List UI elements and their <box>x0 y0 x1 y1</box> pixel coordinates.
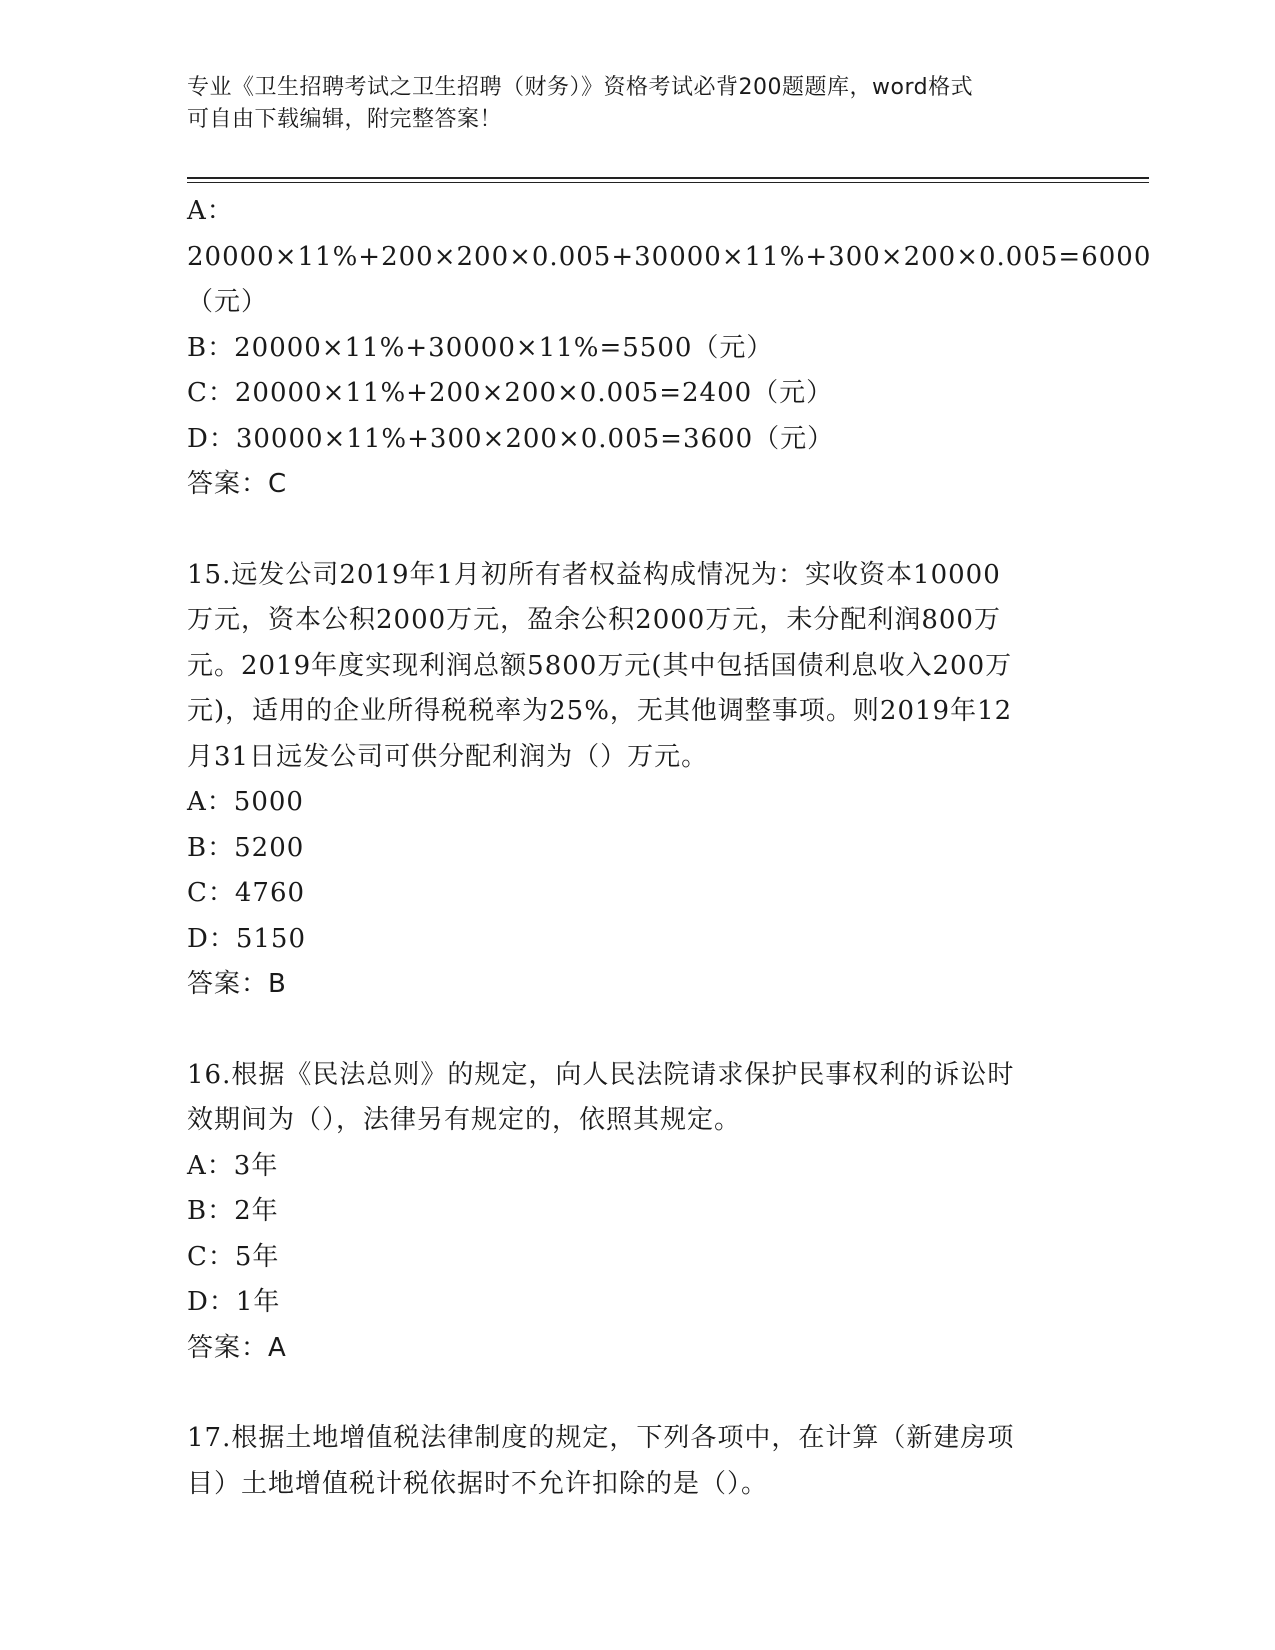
question-stem-line: 万元，资本公积2000万元，盈余公积2000万元，未分配利润800万 <box>187 605 1001 635</box>
option-a-line-1: A：20000×11%+200×200×0.005+30000×11%+300×200×0.005=6000 <box>187 196 1152 272</box>
option-c: C：5年 <box>187 1241 280 1272</box>
option-d: D：30000×11%+300×200×0.005=3600（元） <box>187 423 835 454</box>
question-stem-line: 元。2019年度实现利润总额5800万元(其中包括国债利息收入200万 <box>187 650 1013 681</box>
answer: 答案：A <box>187 1332 287 1363</box>
document-header <box>187 72 1087 136</box>
header-line-1: 专业《卫生招聘考试之卫生招聘（财务）》资格考试必背200题题库，word格式 <box>187 75 974 100</box>
option-a-line-2: （元） <box>187 287 269 317</box>
option-b: B：2年 <box>187 1196 279 1226</box>
option-d: D：1年 <box>187 1287 281 1317</box>
option-a: A：3年 <box>187 1150 279 1181</box>
question-16 <box>187 1053 1087 1372</box>
option-a: A：5000 <box>187 787 304 817</box>
header-line-2: 可自由下载编辑，附完整答案！ <box>187 107 503 132</box>
question-stem-line: 16.根据《民法总则》的规定，向人民法院请求保护民事权利的诉讼时 <box>187 1059 1015 1090</box>
option-c: C：20000×11%+200×200×0.005=2400（元） <box>187 378 834 408</box>
option-b: B：5200 <box>187 832 305 863</box>
question-14-options <box>187 189 1152 508</box>
answer: 答案：B <box>187 969 287 999</box>
option-c: C：4760 <box>187 878 306 908</box>
answer: 答案：C <box>187 469 288 499</box>
question-stem-line: 月31日远发公司可供分配利润为（）万元。 <box>187 741 709 772</box>
question-stem-line: 17.根据土地增值税法律制度的规定，下列各项中，在计算（新建房项 <box>187 1423 1015 1453</box>
spacer <box>187 1371 1087 1416</box>
option-b: B：20000×11%+30000×11%=5500（元） <box>187 332 774 363</box>
spacer <box>187 1008 1087 1053</box>
question-stem-line: 效期间为（），法律另有规定的，依照其规定。 <box>187 1105 742 1135</box>
question-list <box>187 189 1152 1507</box>
question-15 <box>187 553 1087 1008</box>
question-stem-line: 元)，适用的企业所得税税率为25%，无其他调整事项。则2019年12 <box>187 696 1013 726</box>
header-divider-thin <box>187 182 1149 183</box>
option-d: D：5150 <box>187 923 307 954</box>
header-divider-thick <box>187 177 1149 179</box>
spacer <box>187 508 1087 553</box>
question-stem-line: 15.远发公司2019年1月初所有者权益构成情况为：实收资本10000 <box>187 559 1001 590</box>
question-stem-line: 目）土地增值税计税依据时不允许扣除的是（）。 <box>187 1468 769 1499</box>
question-17 <box>187 1416 1087 1507</box>
